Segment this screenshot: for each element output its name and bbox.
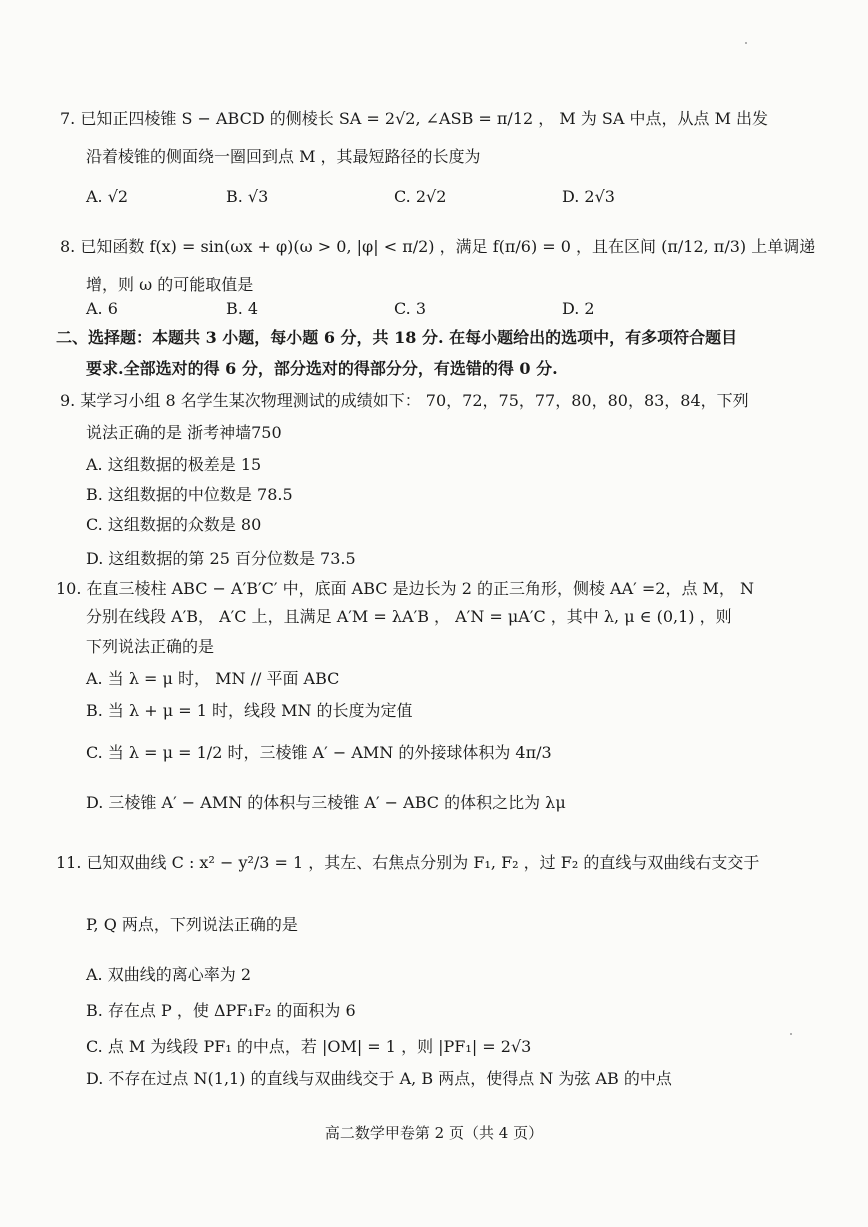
scan-speck bbox=[790, 1033, 792, 1035]
section2-header-line2: 要求.全部选对的得 6 分，部分选对的得部分分，有选错的得 0 分. bbox=[86, 359, 558, 378]
q7-stem-line2: 沿着棱锥的侧面绕一圈回到点 M ，其最短路径的长度为 bbox=[86, 147, 481, 166]
q10-option-b: B. 当 λ + μ = 1 时，线段 MN 的长度为定值 bbox=[86, 701, 413, 720]
q8-stem-line2: 增，则 ω 的可能取值是 bbox=[86, 275, 254, 294]
q11-option-a: A. 双曲线的离心率为 2 bbox=[86, 965, 251, 984]
q9-option-d: D. 这组数据的第 25 百分位数是 73.5 bbox=[86, 549, 356, 568]
q7-option-b: B. √3 bbox=[226, 187, 269, 206]
q11-stem-line1: 11. 已知双曲线 C : x² − y²/3 = 1 ，其左、右焦点分别为 F₁, F₂ ，过 F₂ 的直线与双曲线右支交于 bbox=[56, 853, 760, 872]
scan-speck bbox=[745, 42, 747, 44]
q10-stem-line3: 下列说法正确的是 bbox=[86, 637, 215, 656]
q10-option-c: C. 当 λ = μ = 1/2 时，三棱锥 A′ − AMN 的外接球体积为 4π/3 bbox=[86, 743, 552, 762]
section2-header-line1: 二、选择题：本题共 3 小题，每小题 6 分，共 18 分. 在每小题给出的选项中，有多项符合题目 bbox=[56, 328, 738, 347]
q9-option-b: B. 这组数据的中位数是 78.5 bbox=[86, 485, 293, 504]
q11-option-c: C. 点 M 为线段 PF₁ 的中点，若 |OM| = 1 ，则 |PF₁| = 2√3 bbox=[86, 1037, 532, 1056]
q9-stem-line1: 9. 某学习小组 8 名学生某次物理测试的成绩如下： 70，72，75，77，80，80，83，84，下列 bbox=[60, 391, 749, 410]
q7-option-d: D. 2√3 bbox=[562, 187, 615, 206]
q10-stem-line1: 10. 在直三棱柱 ABC − A′B′C′ 中，底面 ABC 是边长为 2 的正三角形，侧棱 AA′ =2，点 M， N bbox=[56, 579, 755, 598]
q10-stem-line2: 分别在线段 A′B， A′C 上，且满足 A′M = λA′B ， A′N = μA′C ，其中 λ, μ ∈ (0,1) ，则 bbox=[86, 607, 732, 626]
q11-stem-line2: P, Q 两点，下列说法正确的是 bbox=[86, 915, 298, 934]
q8-option-c: C. 3 bbox=[394, 299, 427, 318]
q10-option-d: D. 三棱锥 A′ − AMN 的体积与三棱锥 A′ − ABC 的体积之比为 λμ bbox=[86, 793, 566, 812]
q11-option-d: D. 不存在过点 N(1,1) 的直线与双曲线交于 A, B 两点，使得点 N 为弦 AB 的中点 bbox=[86, 1069, 672, 1088]
q8-stem-line1: 8. 已知函数 f(x) = sin(ωx + φ)(ω > 0, |φ| < π/2) ，满足 f(π/6) = 0 ，且在区间 (π/12, π/3) 上单调递 bbox=[60, 237, 816, 256]
q7-option-c: C. 2√2 bbox=[394, 187, 447, 206]
q10-option-a: A. 当 λ = μ 时， MN // 平面 ABC bbox=[86, 669, 340, 688]
q9-option-a: A. 这组数据的极差是 15 bbox=[86, 455, 262, 474]
q8-option-a: A. 6 bbox=[86, 299, 118, 318]
q8-option-b: B. 4 bbox=[226, 299, 259, 318]
page-footer: 高二数学甲卷第 2 页（共 4 页） bbox=[324, 1124, 544, 1142]
q8-option-d: D. 2 bbox=[562, 299, 595, 318]
q11-option-b: B. 存在点 P ，使 ΔPF₁F₂ 的面积为 6 bbox=[86, 1001, 356, 1020]
q7-option-a: A. √2 bbox=[86, 187, 129, 206]
q9-stem-line2: 说法正确的是 浙考神墙750 bbox=[86, 423, 282, 442]
q9-option-c: C. 这组数据的众数是 80 bbox=[86, 515, 262, 534]
q7-stem-line1: 7. 已知正四棱锥 S − ABCD 的侧棱长 SA = 2√2, ∠ASB = π/12 ， M 为 SA 中点，从点 M 出发 bbox=[60, 109, 769, 128]
